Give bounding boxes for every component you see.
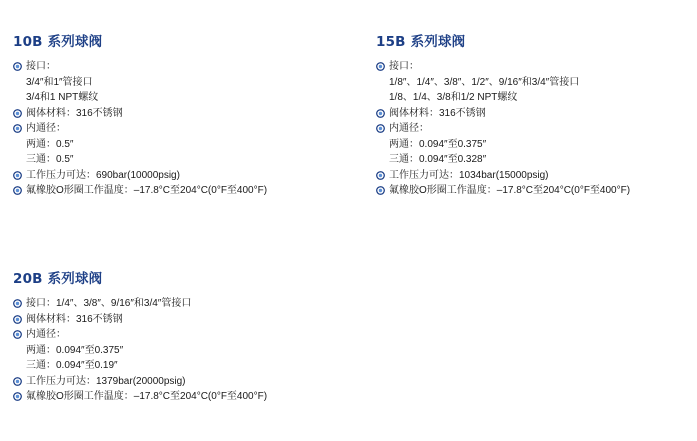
ring-bullet-icon bbox=[13, 124, 22, 133]
spec-subitem bbox=[13, 152, 267, 168]
section-title: 20B 系列球阀 bbox=[13, 271, 103, 287]
ring-bullet-icon bbox=[376, 109, 385, 118]
ring-bullet-icon bbox=[13, 62, 22, 71]
spec-item bbox=[376, 59, 630, 75]
spec-text: 两通：0.094″至0.375″ bbox=[389, 138, 487, 150]
spec-item bbox=[13, 327, 267, 343]
ring-bullet-icon bbox=[13, 186, 22, 195]
ring-bullet-icon bbox=[13, 109, 22, 118]
spec-item bbox=[13, 296, 267, 312]
ring-bullet-icon bbox=[13, 377, 22, 386]
spec-text: 三通：0.094″至0.19″ bbox=[26, 360, 118, 371]
spec-text: 内通径： bbox=[389, 123, 429, 134]
spec-text: 接口： bbox=[26, 61, 56, 72]
ring-bullet-icon bbox=[376, 186, 385, 195]
ring-bullet-icon bbox=[13, 315, 22, 324]
spec-subitem bbox=[13, 137, 267, 153]
spec-text: 工作压力可达：690bar(10000psig) bbox=[26, 169, 180, 181]
spec-text: 阀体材料：316不锈钢 bbox=[26, 107, 123, 119]
spec-subitem bbox=[13, 343, 267, 359]
spec-text: 工作压力可达：1034bar(15000psig) bbox=[389, 169, 549, 181]
spec-subitem bbox=[376, 137, 630, 153]
spec-text: 3/4″和1″管接口 bbox=[26, 76, 93, 88]
spec-item bbox=[376, 168, 630, 184]
spec-item bbox=[13, 183, 267, 199]
ring-bullet-icon bbox=[13, 330, 22, 339]
spec-text: 氟橡胶O形圈工作温度：–17.8°C至204°C(0°F至400°F) bbox=[26, 391, 268, 402]
spec-text: 阀体材料：316不锈钢 bbox=[26, 313, 123, 325]
section-20b bbox=[13, 267, 267, 405]
section-15b bbox=[376, 30, 630, 199]
ring-bullet-icon bbox=[376, 171, 385, 180]
ring-bullet-icon bbox=[376, 62, 385, 71]
spec-text: 内通径： bbox=[26, 329, 66, 340]
spec-text: 1/8、1/4、3/8和1/2 NPT螺纹 bbox=[389, 92, 518, 103]
spec-text: 氟橡胶O形圈工作温度：–17.8°C至204°C(0°F至400°F) bbox=[389, 185, 631, 196]
spec-text: 3/4和1 NPT螺纹 bbox=[26, 92, 99, 103]
spec-item bbox=[376, 121, 630, 137]
spec-text: 两通：0.094″至0.375″ bbox=[26, 344, 124, 356]
spec-subitem bbox=[376, 75, 630, 91]
spec-text: 接口： bbox=[389, 61, 419, 72]
section-title: 10B 系列球阀 bbox=[13, 34, 103, 50]
spec-item bbox=[13, 389, 267, 405]
spec-subitem bbox=[13, 358, 267, 374]
spec-text: 两通：0.5″ bbox=[26, 138, 74, 150]
spec-item bbox=[376, 183, 630, 199]
spec-text: 工作压力可达：1379bar(20000psig) bbox=[26, 375, 186, 387]
spec-item bbox=[376, 106, 630, 122]
spec-text: 阀体材料：316不锈钢 bbox=[389, 107, 486, 119]
spec-subitem bbox=[13, 90, 267, 106]
ring-bullet-icon bbox=[13, 171, 22, 180]
ring-bullet-icon bbox=[13, 299, 22, 308]
spec-item bbox=[13, 168, 267, 184]
spec-item bbox=[13, 106, 267, 122]
spec-text: 氟橡胶O形圈工作温度：–17.8°C至204°C(0°F至400°F) bbox=[26, 185, 268, 196]
spec-subitem bbox=[376, 152, 630, 168]
spec-subitem bbox=[376, 90, 630, 106]
spec-text: 1/8″、1/4″、3/8″、1/2″、9/16″和3/4″管接口 bbox=[389, 76, 580, 88]
spec-text: 接口：1/4″、3/8″、9/16″和3/4″管接口 bbox=[26, 298, 192, 309]
ring-bullet-icon bbox=[376, 124, 385, 133]
spec-item bbox=[13, 312, 267, 328]
spec-item bbox=[13, 374, 267, 390]
ring-bullet-icon bbox=[13, 392, 22, 401]
spec-text: 三通：0.094″至0.328″ bbox=[389, 154, 487, 165]
spec-subitem bbox=[13, 75, 267, 91]
spec-item bbox=[13, 59, 267, 75]
spec-text: 三通：0.5″ bbox=[26, 154, 74, 165]
section-10b bbox=[13, 30, 267, 199]
section-title: 15B 系列球阀 bbox=[376, 34, 466, 50]
spec-item bbox=[13, 121, 267, 137]
spec-text: 内通径： bbox=[26, 123, 66, 134]
